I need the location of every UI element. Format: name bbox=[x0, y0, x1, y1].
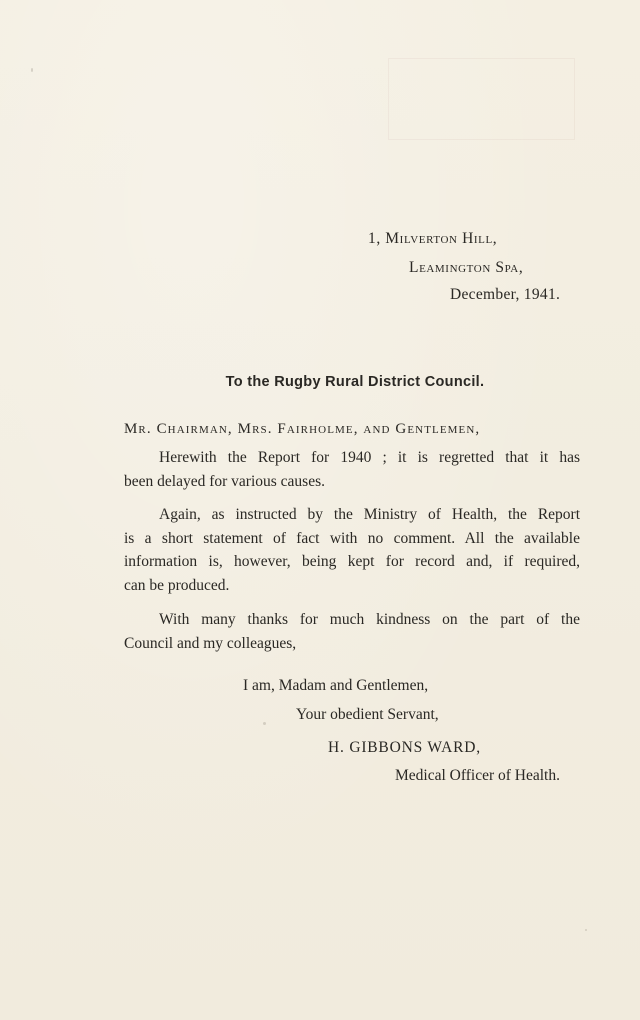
address-line-1: 1, Milverton Hill, bbox=[368, 230, 498, 247]
paper-speck bbox=[31, 68, 33, 72]
letter-heading: To the Rugby Rural District Council. bbox=[225, 374, 485, 390]
paragraph-3 bbox=[124, 608, 580, 655]
show-through-stamp bbox=[388, 58, 575, 140]
paragraph-line: Council and my colleagues, bbox=[124, 634, 297, 652]
paragraph-line: can be produced. bbox=[124, 576, 230, 594]
closing-line-1: I am, Madam and Gentlemen, bbox=[243, 677, 429, 694]
paragraph-1 bbox=[124, 446, 580, 493]
address-line-2: Leamington Spa, bbox=[409, 259, 524, 276]
paper-speck bbox=[585, 929, 587, 931]
closing-line-2: Your obedient Servant, bbox=[296, 706, 439, 723]
signatory-name: H. GIBBONS WARD, bbox=[328, 739, 481, 756]
paragraph-line: been delayed for various causes. bbox=[124, 472, 325, 490]
salutation: Mr. Chairman, Mrs. Fairholme, and Gentlemen, bbox=[124, 421, 481, 437]
paper-speck bbox=[263, 722, 266, 725]
paragraph-line: information is, however, being kept for record and, if required, bbox=[124, 553, 580, 570]
paragraph-line: Again, as instructed by the Ministry of Health, the Report bbox=[159, 506, 580, 523]
signatory-title: Medical Officer of Health. bbox=[395, 767, 560, 784]
paragraph-line: Herewith the Report for 1940 ; it is regretted that it has bbox=[159, 449, 580, 466]
paragraph-line: With many thanks for much kindness on the part of the bbox=[159, 611, 580, 628]
paragraph-2 bbox=[124, 503, 580, 597]
letter-date: December, 1941. bbox=[450, 286, 561, 303]
paragraph-line: is a short statement of fact with no comment. All the available bbox=[124, 529, 580, 547]
